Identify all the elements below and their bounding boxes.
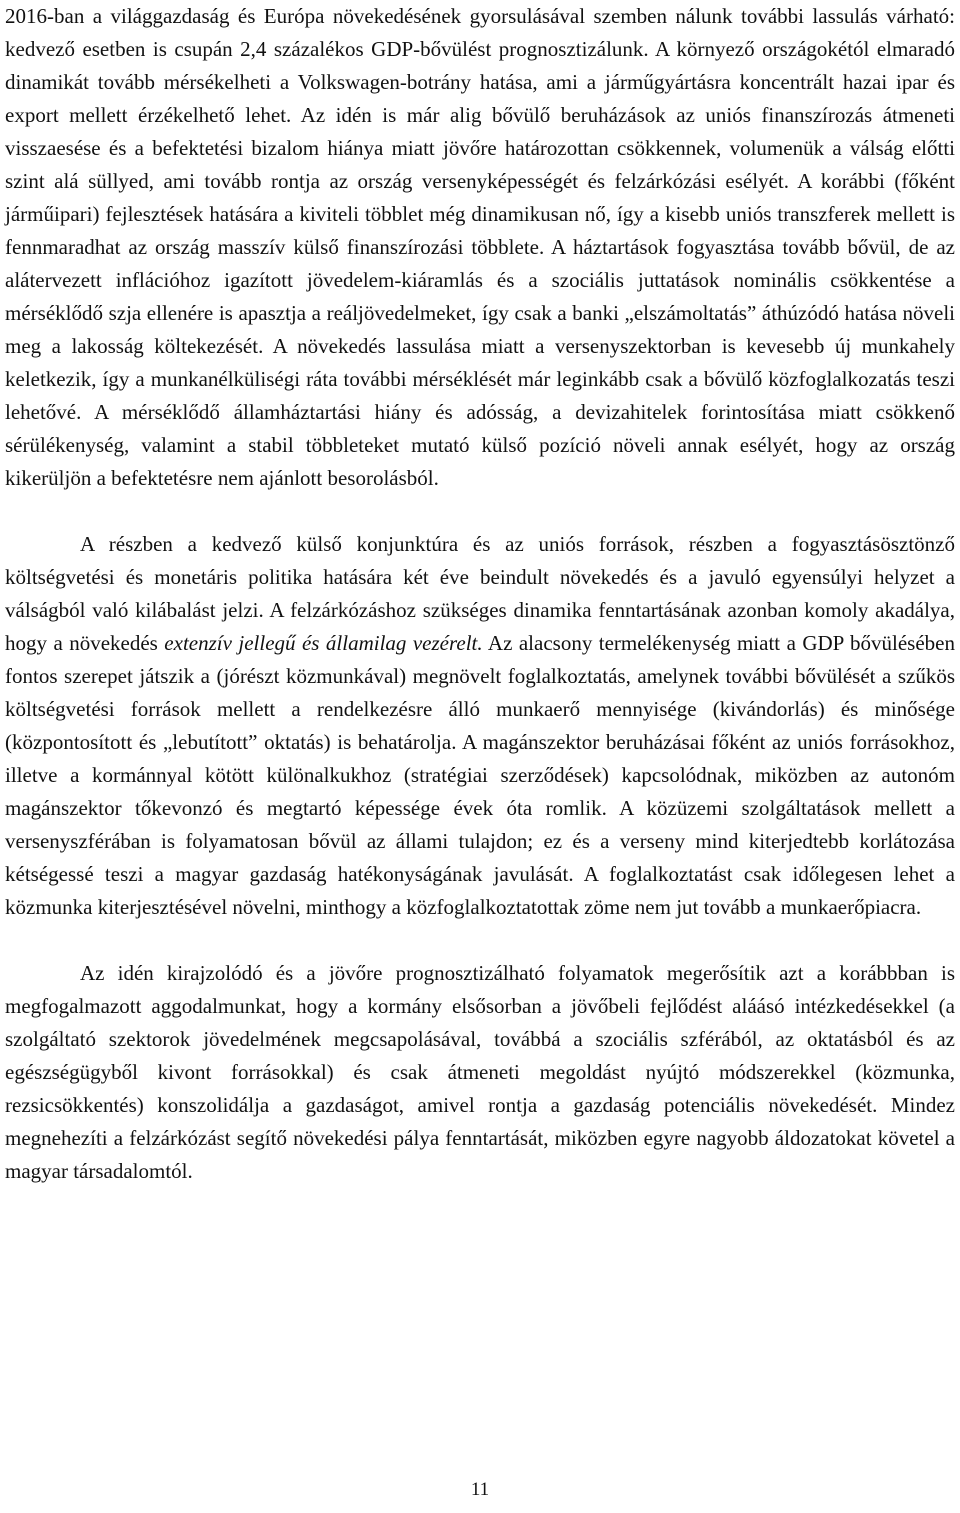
emphasis-text: extenzív jellegű és államilag vezérelt. bbox=[164, 631, 483, 655]
paragraph-text-after-emphasis: Az alacsony termelékenység miatt a GDP bővülésében fontos szerepet játszik a (jórészt közmunkával) megnövelt foglalkoztatás, amelynek további bővülését a szűkös költségvetési források mellett a rendelkezésre álló munkaerő mennyisége (kivándorlás) és minősége (központosított és „lebutított” oktatás) is behatárolja. A magánszektor beruházásai főként az uniós forrásokhoz, illetve a kormánnyal kötött különalkukhoz (stratégiai szerződések) kapcsolódnak, miközben az autonóm magánszektor tőkevonzó és megtartó képessége évek óta romlik. A közüzemi szolgáltatások mellett a versenyszférában is folyamatosan bővül az állami tulajdon; ez és a verseny mind kiterjedtebb korlátozása kétségessé teszi a magyar gazdaság hatékonyságának javulását. A foglalkoztatást csak időlegesen lehet a közmunka kiterjesztésével növelni, minthogy a közfoglalkoztatottak zöme nem jut tovább a munkaerőpiacra. bbox=[5, 631, 955, 919]
paragraph-growth-structure bbox=[5, 528, 955, 924]
paragraph-conclusion: Az idén kirajzolódó és a jövőre prognosztizálható folyamatok megerősítik azt a korábbban is megfogalmazott aggodalmunkat, hogy a kormány elsősorban a jövőbeli fejlődést aláásó intézkedésekkel (a szolgáltató szektorok jövedelmének megcsapolásával, továbbá a szociális szférából, az oktatásból és az egészségügyből kivont forrásokkal) és csak átmeneti megoldást nyújtó módszerekkel (közmunka, rezsicsökkentés) konszolidálja a gazdaságot, amivel rontja a gazdaság potenciális növekedését. Mindez megnehezíti a felzárkózást segítő növekedési pálya fenntartását, miközben egyre nagyobb áldozatokat követel a magyar társadalomtól. bbox=[5, 961, 955, 1183]
paragraph-outlook-2016: 2016-ban a világgazdaság és Európa növekedésének gyorsulásával szemben nálunk további lassulás várható: kedvező esetben is csupán 2,4 százalékos GDP-bővülést prognosztizálunk. A környező országokétól elmaradó dinamikát tovább mérsékelheti a Volkswagen-botrány hatása, ami a járműgyártásra koncentrált hazai ipar és export mellett érzékelhető lehet. Az idén is már alig bővülő beruházások az uniós finanszírozás átmeneti visszaesése és a befektetési bizalom hiánya miatt jövőre határozottan csökkennek, volumenük a válság előtti szint alá süllyed, ami tovább rontja az ország versenyképességét és felzárkózási esélyét. A korábbi (főként járműipari) fejlesztések hatására a kiviteli többlet még dinamikusan nő, így a kisebb uniós transzferek mellett is fennmaradhat az ország masszív külső finanszírozási többlete. A háztartások fogyasztása tovább bővül, de az alátervezett inflációhoz igazított jövedelem-kiáramlás és a szociális juttatások nominális csökkentése a mérséklődő szja ellenére is apasztja a reáljövedelmeket, így csak a banki „elszámoltatás” áthúzódó hatása növeli meg a lakosság költekezését. A növekedés lassulása miatt a versenyszektorban is kevesebb új munkahely keletkezik, így a munkanélküliségi ráta további mérséklését már leginkább csak a bővülő közfoglalkozatás teszi lehetővé. A mérséklődő államháztartási hiány és adósság, a devizahitelek forintosítása miatt csökkenő sérülékenység, valamint a stabil többleteket mutató külső pozíció növeli annak esélyét, hogy az ország kikerüljön a befektetésre nem ajánlott besorolásból. bbox=[5, 4, 955, 490]
document-page bbox=[5, 0, 955, 1188]
page-number: 11 bbox=[470, 1479, 490, 1500]
paragraph-text-before-emphasis: A részben a kedvező külső konjunktúra és az uniós források, részben a fogyasztásösztönző költségvetési és monetáris politika hatására két éve beindult növekedés és a javuló egyensúlyi helyzet a válságból való kilábalást jelzi. A felzárkózáshoz szükséges dinamika fenntartásának azonban komoly akadálya, hogy a növekedés bbox=[5, 532, 955, 655]
